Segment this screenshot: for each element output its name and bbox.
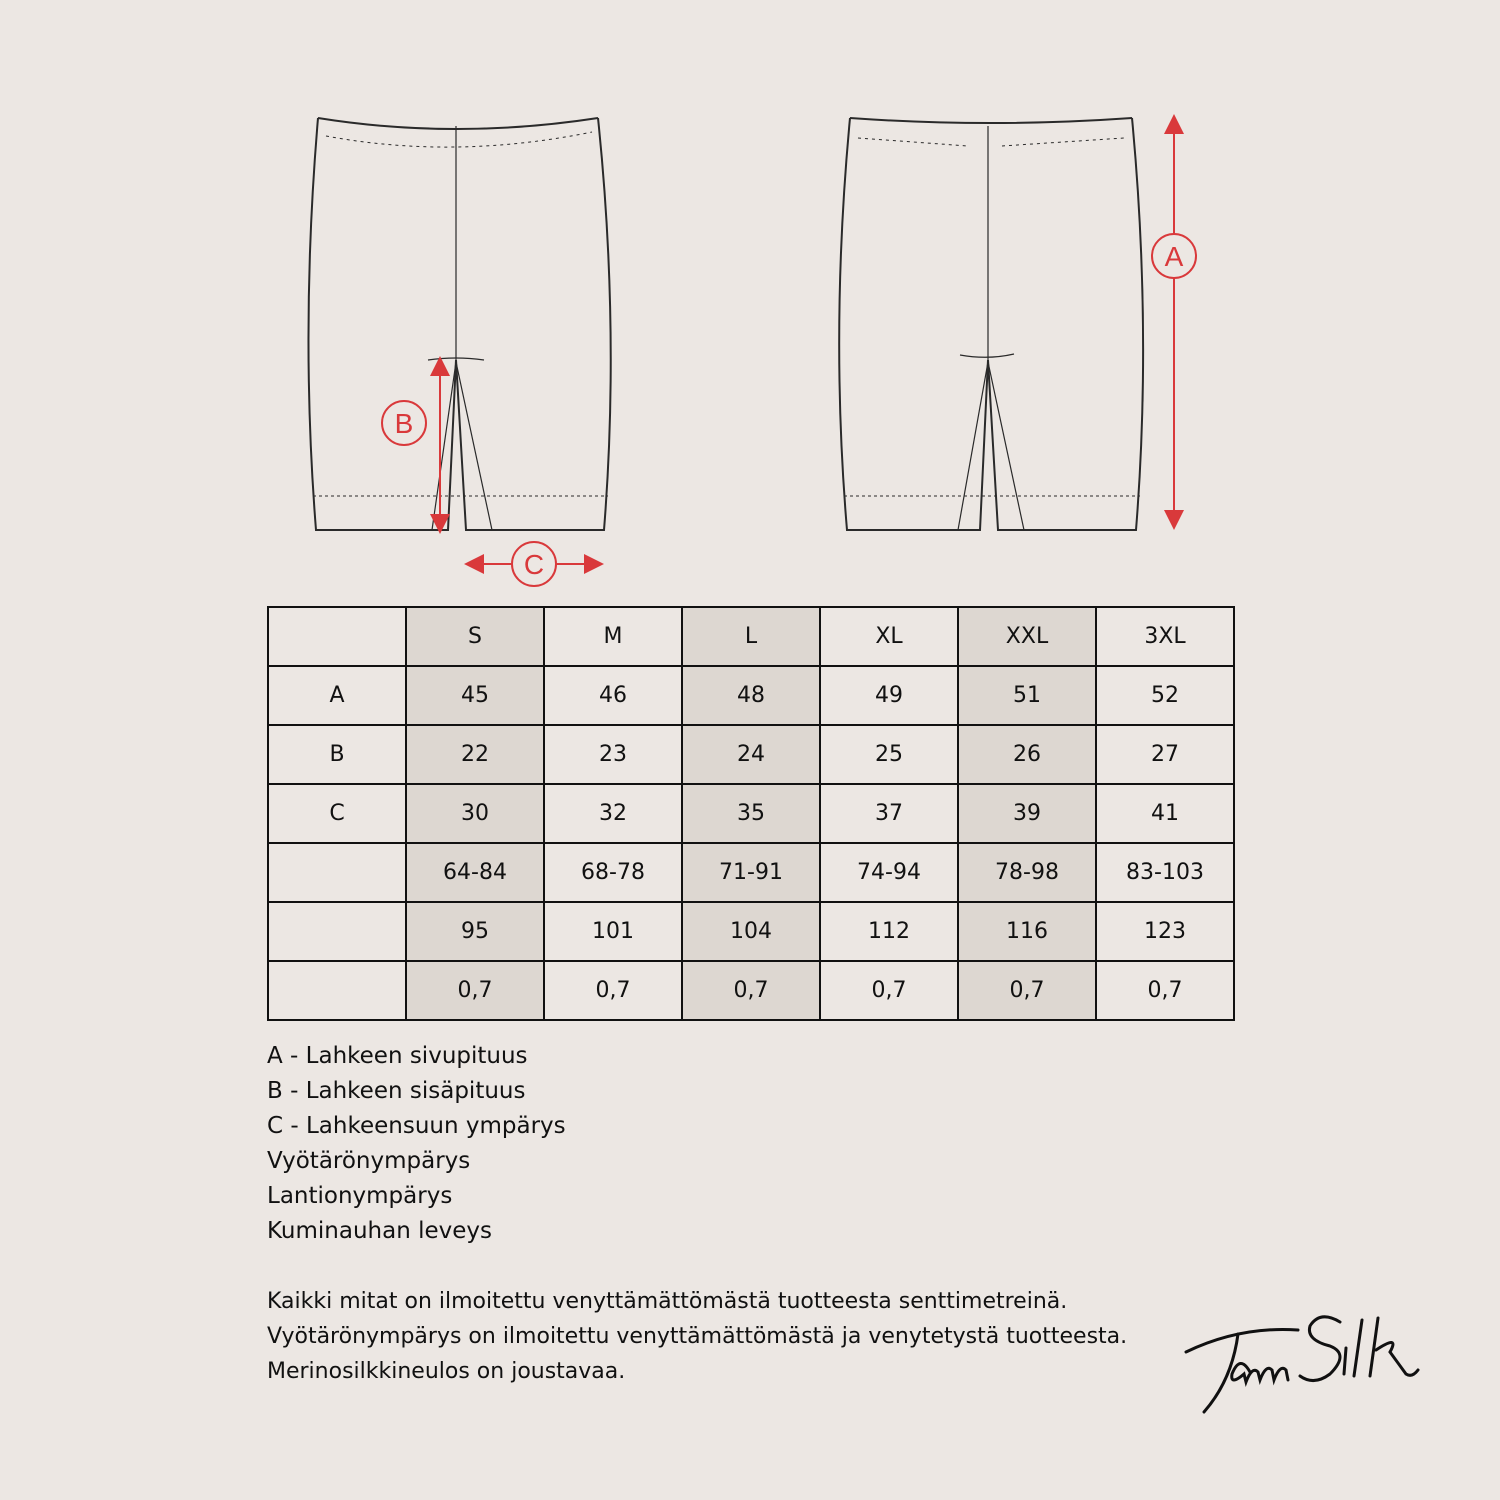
measure-b-indicator bbox=[382, 366, 440, 524]
size-header: M bbox=[544, 607, 682, 666]
brand-logo bbox=[1180, 1300, 1420, 1420]
table-cell: 95 bbox=[406, 902, 544, 961]
table-cell: 32 bbox=[544, 784, 682, 843]
table-corner-cell bbox=[268, 607, 406, 666]
table-cell: 78-98 bbox=[958, 843, 1096, 902]
legend-item: Kuminauhan leveys bbox=[267, 1218, 493, 1244]
row-label bbox=[268, 843, 406, 902]
table-cell: 71-91 bbox=[682, 843, 820, 902]
table-cell: 35 bbox=[682, 784, 820, 843]
shorts-front-view bbox=[308, 118, 610, 530]
table-cell: 24 bbox=[682, 725, 820, 784]
table-row bbox=[268, 843, 1234, 902]
table-row bbox=[268, 784, 1234, 843]
legend-item: C - Lahkeensuun ympärys bbox=[267, 1113, 566, 1139]
row-label bbox=[268, 961, 406, 1020]
table-cell: 64-84 bbox=[406, 843, 544, 902]
table-row bbox=[268, 902, 1234, 961]
table-cell: 51 bbox=[958, 666, 1096, 725]
table-cell: 68-78 bbox=[544, 843, 682, 902]
table-cell: 0,7 bbox=[544, 961, 682, 1020]
table-cell: 104 bbox=[682, 902, 820, 961]
size-header: S bbox=[406, 607, 544, 666]
table-header-row bbox=[268, 607, 1234, 666]
measure-c-label: C bbox=[523, 549, 545, 580]
row-label: C bbox=[268, 784, 406, 843]
table-cell: 30 bbox=[406, 784, 544, 843]
table-cell: 101 bbox=[544, 902, 682, 961]
table-cell: 112 bbox=[820, 902, 958, 961]
legend-item: Lantionympärys bbox=[267, 1183, 453, 1209]
table-cell: 0,7 bbox=[958, 961, 1096, 1020]
table-cell: 52 bbox=[1096, 666, 1234, 725]
measure-b-label: B bbox=[394, 408, 414, 439]
table-row bbox=[268, 725, 1234, 784]
table-cell: 0,7 bbox=[1096, 961, 1234, 1020]
size-header: XXL bbox=[958, 607, 1096, 666]
table-cell: 23 bbox=[544, 725, 682, 784]
table-cell: 0,7 bbox=[682, 961, 820, 1020]
legend-item: A - Lahkeen sivupituus bbox=[267, 1043, 528, 1069]
table-cell: 116 bbox=[958, 902, 1096, 961]
row-label bbox=[268, 902, 406, 961]
legend-item: Vyötärönympärys bbox=[267, 1148, 471, 1174]
table-row bbox=[268, 666, 1234, 725]
table-cell: 46 bbox=[544, 666, 682, 725]
table-cell: 41 bbox=[1096, 784, 1234, 843]
shorts-back-view bbox=[839, 118, 1143, 530]
note-text: Vyötärönympärys on ilmoitettu venyttämättömästä ja venytetystä tuotteesta. Merinosilkkineulos on joustavaa. bbox=[267, 1324, 1128, 1384]
table-cell: 26 bbox=[958, 725, 1096, 784]
table-row bbox=[268, 961, 1234, 1020]
table-cell: 83-103 bbox=[1096, 843, 1234, 902]
table-cell: 0,7 bbox=[820, 961, 958, 1020]
table-cell: 48 bbox=[682, 666, 820, 725]
table-cell: 37 bbox=[820, 784, 958, 843]
measure-c-indicator bbox=[474, 542, 594, 586]
table-cell: 22 bbox=[406, 725, 544, 784]
table-cell: 74-94 bbox=[820, 843, 958, 902]
size-table bbox=[267, 606, 1235, 1021]
table-cell: 25 bbox=[820, 725, 958, 784]
measure-a-label: A bbox=[1164, 241, 1184, 272]
size-header: 3XL bbox=[1096, 607, 1234, 666]
row-label: B bbox=[268, 725, 406, 784]
row-label: A bbox=[268, 666, 406, 725]
size-header: L bbox=[682, 607, 820, 666]
table-cell: 39 bbox=[958, 784, 1096, 843]
shorts-technical-drawing bbox=[0, 0, 1500, 600]
size-header: XL bbox=[820, 607, 958, 666]
note-text: Kaikki mitat on ilmoitettu venyttämättömästä tuotteesta senttimetreinä. bbox=[267, 1289, 1068, 1314]
table-cell: 27 bbox=[1096, 725, 1234, 784]
table-cell: 0,7 bbox=[406, 961, 544, 1020]
table-cell: 123 bbox=[1096, 902, 1234, 961]
legend-item: B - Lahkeen sisäpituus bbox=[267, 1078, 526, 1104]
table-cell: 49 bbox=[820, 666, 958, 725]
measure-a-indicator bbox=[1152, 124, 1196, 520]
measurement-notes bbox=[267, 1284, 1187, 1389]
measurement-legend bbox=[267, 1039, 566, 1249]
table-cell: 45 bbox=[406, 666, 544, 725]
